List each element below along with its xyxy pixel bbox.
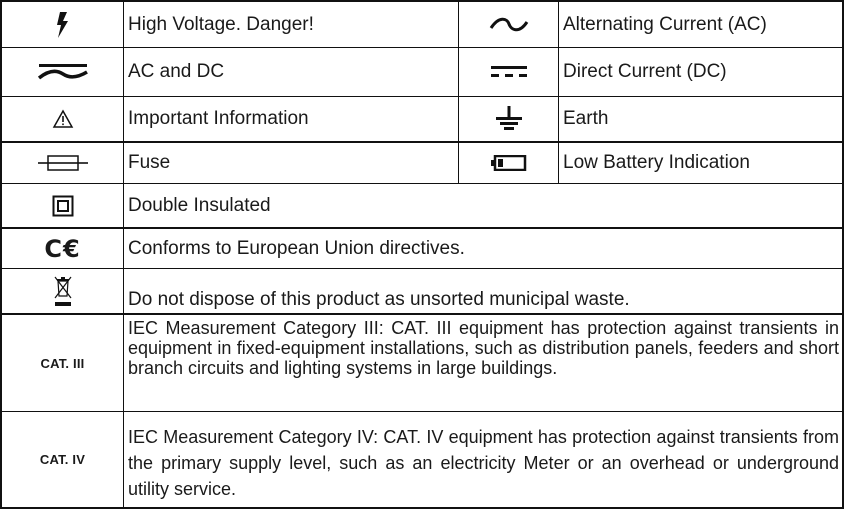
cat-iii-label: IEC Measurement Category III: CAT. III equipment has protection against transients in equipment in fixed-equipment installations, such as distribution panels, feeders and short branch circuits and lighting systems in large buildings. (128, 318, 839, 378)
cat-iii-description (124, 318, 842, 410)
row-divider (0, 313, 844, 315)
warning-triangle-icon (2, 97, 123, 141)
double-insulated-label: Double Insulated (128, 194, 271, 216)
weee-label: Do not dispose of this product as unsorted municipal waste. (128, 289, 630, 310)
cat-iv-description (124, 424, 842, 506)
cat-iii-text: CAT. III (40, 355, 85, 371)
earth-ground-icon (459, 97, 558, 141)
high-voltage-label: High Voltage. Danger! (128, 13, 314, 35)
dc-label: Direct Current (DC) (563, 61, 727, 82)
low-battery-icon (459, 143, 558, 183)
cat-iv-text: CAT. IV (39, 452, 86, 467)
cat-iv-label: IEC Measurement Category IV: CAT. IV equipment has protection against transients from the primary supply level, such as an electricity Meter or an overhead or underground utility service. (128, 427, 839, 499)
ac-wave-icon (459, 2, 558, 47)
cat-iv-symbol (2, 412, 123, 507)
ce-mark-text: C€ (44, 234, 81, 263)
dc-icon (459, 48, 558, 96)
important-info-label: Important Information (128, 108, 309, 129)
row-divider (0, 411, 844, 412)
low-battery-label: Low Battery Indication (563, 152, 750, 173)
table-border-bottom (0, 507, 844, 509)
earth-label: Earth (563, 108, 609, 129)
lightning-bolt-icon (2, 2, 123, 47)
ce-mark-icon (2, 229, 123, 268)
fuse-label: Fuse (128, 152, 171, 173)
crossed-bin-icon (2, 269, 123, 313)
ac-dc-icon (2, 48, 123, 96)
cat-iii-symbol (2, 315, 123, 411)
ac-dc-label: AC and DC (128, 61, 225, 82)
ce-label: Conforms to European Union directives. (128, 237, 465, 259)
fuse-icon (2, 143, 123, 183)
double-square-icon (2, 184, 123, 227)
ac-label: Alternating Current (AC) (563, 13, 767, 35)
